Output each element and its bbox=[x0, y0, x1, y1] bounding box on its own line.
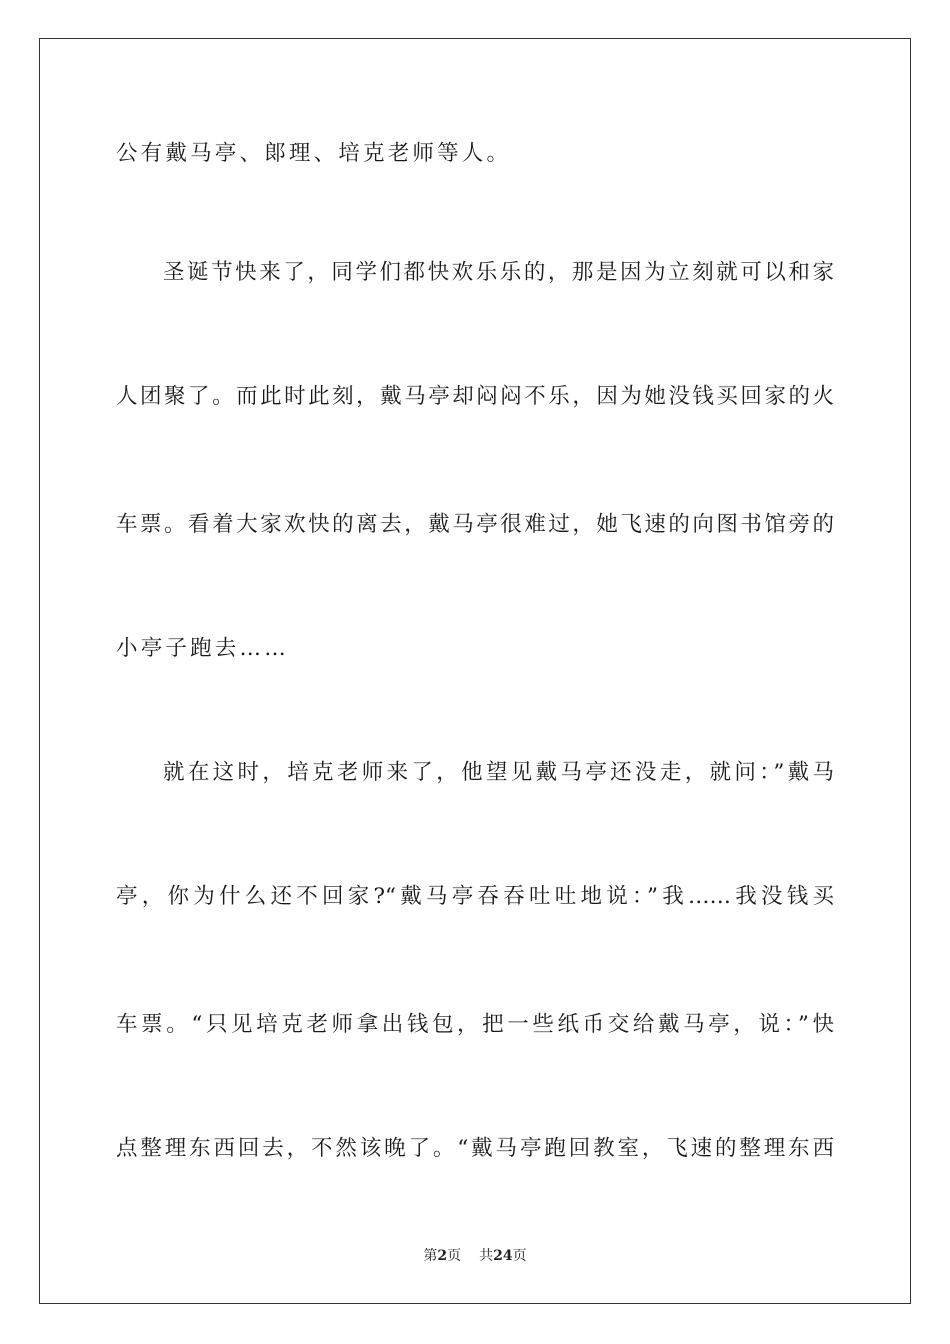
total-prefix: 共 bbox=[479, 1248, 494, 1264]
page-footer bbox=[0, 1246, 950, 1266]
paragraph-2-line-3: 车票。“只见培克老师拿出钱包，把一些纸币交给戴马亭，说：”快 bbox=[116, 1012, 834, 1037]
paragraph-2-line-1: 就在这时，培克老师来了，他望见戴马亭还没走，就问：”戴马 bbox=[163, 760, 834, 785]
page-number: 2 bbox=[437, 1248, 448, 1264]
total-suffix: 页 bbox=[512, 1248, 527, 1264]
page-border bbox=[39, 38, 911, 1304]
paragraph-2-line-4: 点整理东西回去，不然该晚了。“戴马亭跑回教室，飞速的整理东西 bbox=[116, 1136, 834, 1161]
page-prefix: 第 bbox=[423, 1248, 438, 1264]
paragraph-2-line-2: 亭，你为什么还不回家?“戴马亭吞吞吐吐地说：”我……我没钱买 bbox=[116, 884, 834, 909]
paragraph-1-line-3: 车票。看着大家欢快的离去，戴马亭很难过，她飞速的向图书馆旁的 bbox=[116, 512, 834, 537]
total-pages: 24 bbox=[493, 1248, 513, 1264]
text-line-1: 公有戴马亭、郞理、培克老师等人。 bbox=[116, 141, 512, 166]
paragraph-1-line-2: 人团聚了。而此时此刻，戴马亭却闷闷不乐，因为她没钱买回家的火 bbox=[116, 384, 834, 409]
page-suffix: 页 bbox=[447, 1248, 462, 1264]
paragraph-1-line-1: 圣诞节快来了，同学们都快欢乐乐的，那是因为立刻就可以和家 bbox=[163, 260, 834, 285]
paragraph-1-line-4: 小亭子跑去…… bbox=[116, 636, 289, 661]
